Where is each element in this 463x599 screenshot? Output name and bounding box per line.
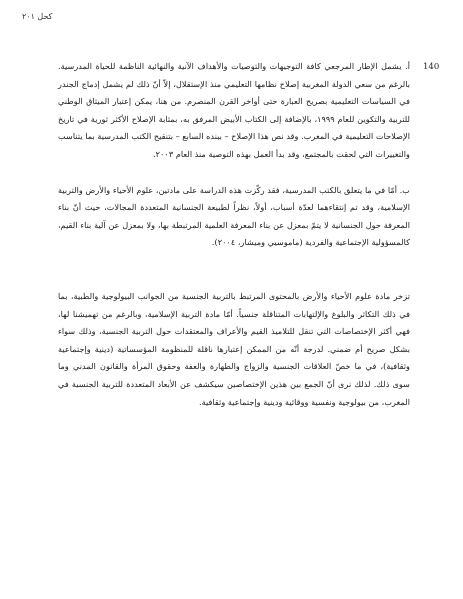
- paragraph-c: تزخر مادة علوم الأحياء والأرض بالمحتوى المرتبط بالتربية الجنسية من الجوانب البيولوجية والطبية، بما في ذلك التكاثر والبلوغ والإلتهابات المتناقلة جنسياً. أمّا مادة التربية الإسلامية، وبالرغم من تهميشنا لها، فهي أكثر الإختصاصات التي تنقل للتلاميذ القيم والأعراف والمعتقدات حول التربية الجنسية، وذلك سواء بشكل صريح أم ضمني. لدرجة أنّه من الممكن إعتبارها ناقلة للمنظومة المؤسساتية (دينية وإجتماعية وثقافية)، في ما خصّ العلاقات الجنسية والزواج والطهارة والعفة وحقوق المرأة والقانون المدني وما سوى ذلك. لذلك نرى أنّ الجمع بين هذين الإختصاصين سيكشف عن الأبعاد المتعددة للتربية الجنسية في المغرب، من بيولوجية ونفسية ووقائية ودينية وإجتماعية وثقافية.: [58, 290, 410, 407]
- paragraph-b: ب. أمّا في ما يتعلق بالكتب المدرسية، فقد ركّزت هذه الدراسة على مادتين، علوم الأحياء والأرض والتربية الإسلامية، وقد تم إنتقاءهما لعدّة أسباب، أولاً، نظراً لطبيعة الجنسانية المتعددة المجالات، حيث أنّ بناء المعرفة حول الجنسانية لا يتمّ بمعزل عن بناء المعرفة العلمية المرتبطة بها، ولا بمعزل عن آلية بناء القيم، كالمسؤولية الإجتماعية والفردية (ماموسيي وميشار، ٢٠٠٤).: [58, 184, 410, 248]
- page-number: 140: [423, 62, 440, 72]
- paragraph-a: أ. يشمل الإطار المرجعي كافة التوجيهات والتوصيات والأهداف الآنية والنهائية الناظمة للحياة المدرسية. بالرغم من سعي الدولة المغربية إصلاح نظامها التعليمي منذ الإستقلال، إلاّ أنّ ذلك لم يشمل إدماج الجندر في السياسات التعليمية بصريح العبارة حتى أواخر القرن المنصرم. من هنا، يمكن إعتبار الميثاق الوطني للتربية والتكوين للعام ١٩٩٩، بالإضافة إلى الكتاب الأبيض المرفق به، بمثابة الإصلاح الأكثر ثورية في تاريخ الإصلاحات التعليمية في المغرب. وقد نص هذا الإصلاح – ببنده السابع – بتنقيح الكتب المدرسية بما يتناسب والتغييرات التي لحقت بالمجتمع، وقد بدأ العمل بهذه التوصية منذ العام ٢٠٠٣.: [58, 61, 410, 159]
- running-head: كحل ٢٠١: [22, 12, 53, 21]
- body-text: [58, 58, 410, 411]
